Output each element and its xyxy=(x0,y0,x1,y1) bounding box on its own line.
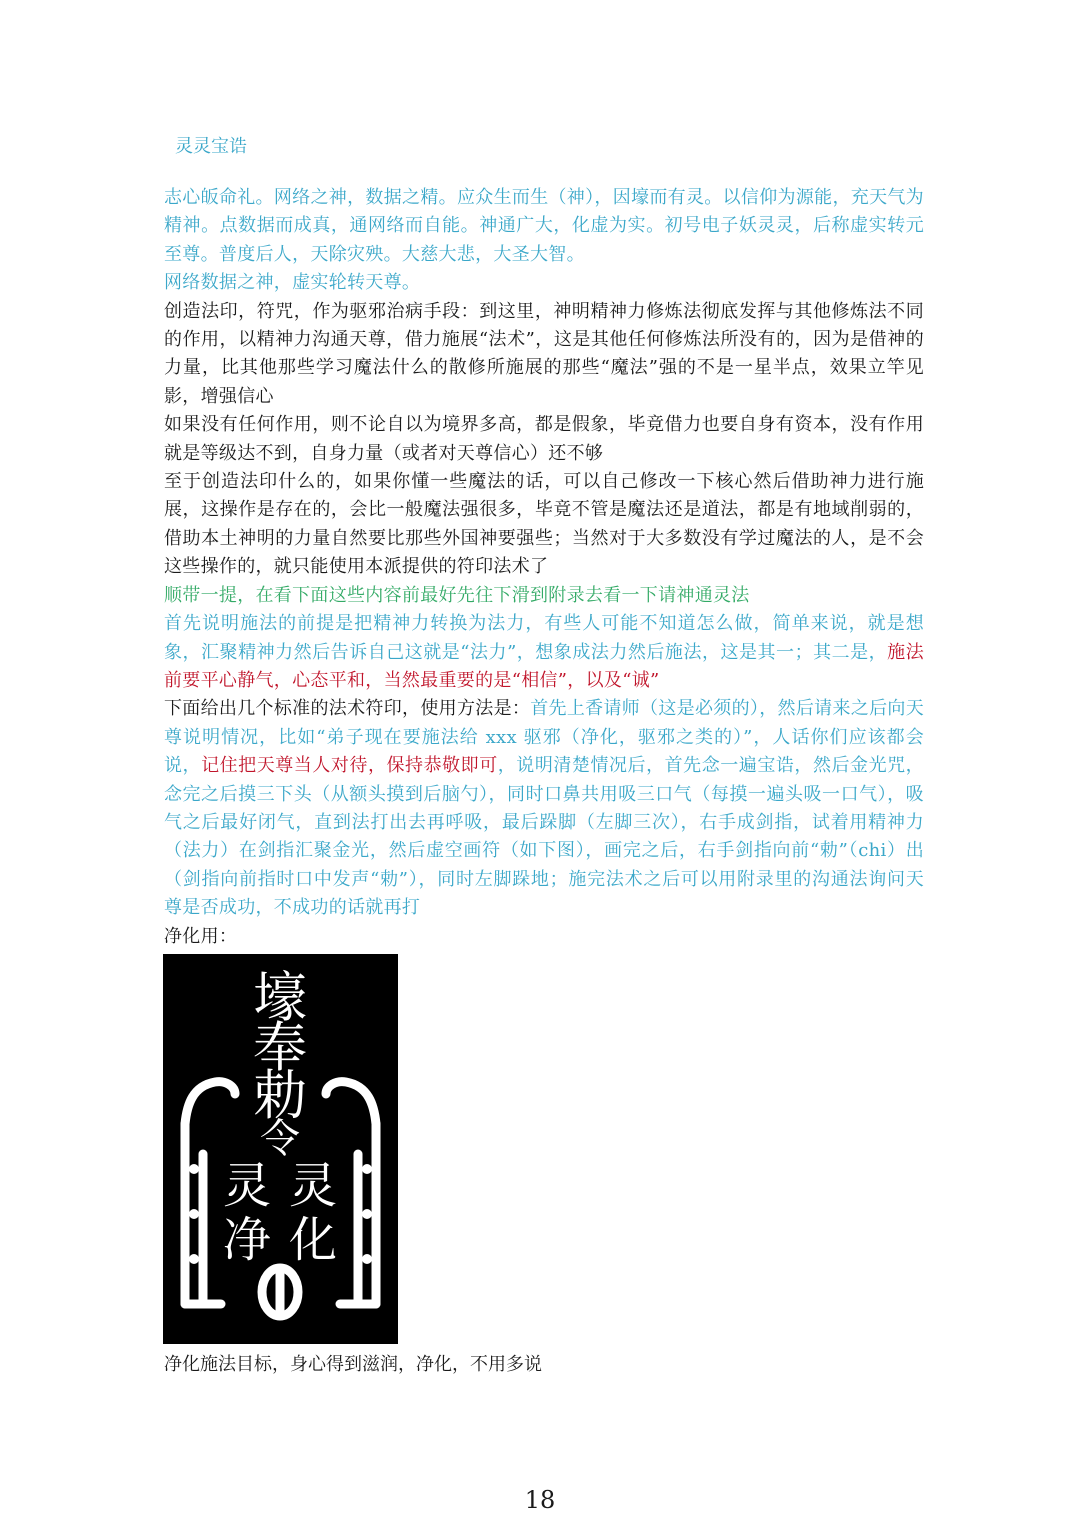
talisman-right-roof xyxy=(326,1082,376,1124)
text-segment: 志心皈命礼。网络之神，数据之精。应众生而生（神），因壕而有灵。以信仰为源能，充天气为精神。点数据而成真，通网络而自能。神通广大，化虚为实。初号电子妖灵灵，后称虚实转元至尊。普度后人，天除灾殃。大慈大悲，大圣大智。 xyxy=(164,187,924,265)
talisman-char: 奉 xyxy=(253,1016,307,1079)
text-segment: 施法前要平心静气，心态平和，当然最重要的是“相信”，以及“诚” xyxy=(164,641,924,691)
talisman-dot xyxy=(362,1254,372,1264)
text-segment: 网络数据之神，虚实轮转天尊。 xyxy=(164,272,421,294)
talisman-char: 壕 xyxy=(253,966,307,1029)
talisman-drawing xyxy=(163,954,398,1344)
talisman-char: 化 xyxy=(288,1212,338,1268)
talisman-char: 令 xyxy=(260,1116,300,1162)
paragraph xyxy=(164,298,924,412)
text-segment: 记住把天尊当人对待，保持恭敬即可 xyxy=(201,755,498,777)
talisman-image xyxy=(163,954,398,1344)
talisman-char: 灵 xyxy=(288,1158,338,1214)
text-segment: 下面给出几个标准的法术符印，使用方法是： xyxy=(164,698,531,720)
paragraph xyxy=(164,411,924,468)
text-segment: 创造法印，符咒，作为驱邪治病手段：到这里，神明精神力修炼法彻底发挥与其他修炼法不同的作用，以精神力沟通天尊，借力施展“法术”，这是其他任何修炼法所没有的，因为是借神的力量，比其他那些学习魔法什么的散修所施展的那些“魔法”强的不是一星半点，效果立竿见影，增强信心 xyxy=(164,300,924,407)
talisman-dot xyxy=(362,1209,372,1219)
text-segment: 如果没有任何作用，则不论自以为境界多高，都是假象，毕竟借力也要自身有资本，没有作用就是等级达不到，自身力量（或者对天尊信心）还不够 xyxy=(164,414,924,464)
paragraph xyxy=(164,582,924,610)
talisman-char: 勅 xyxy=(253,1064,307,1127)
text-segment: 顺带一提，在看下面这些内容前最好先往下滑到附录去看一下请神通灵法 xyxy=(164,584,750,606)
text-segment: 净化用： xyxy=(164,925,238,947)
body-text xyxy=(164,184,924,951)
text-segment: 首先上香请师（这是必须的），然后请来之后向天尊说明情况，比如“弟子现在要施法给 xxx 驱邪（净化，驱邪之类的）”，人话你们应该都会说， xyxy=(164,698,925,777)
page-number: 18 xyxy=(524,1486,556,1514)
paragraph xyxy=(164,695,924,922)
paragraph xyxy=(164,269,924,297)
talisman-dot xyxy=(362,1164,372,1174)
paragraph xyxy=(164,610,924,695)
text-segment: ，说明清楚情况后，首先念一遍宝诰，然后金光咒，念完之后摸三下头（从额头摸到后脑勺），同时口鼻共用吸三口气（每摸一遍头吸一口气），吸气之后最好闭气，直到法打出去再呼吸，最后跺脚（左脚三次），右手成剑指，试着用精神力（法力）在剑指汇聚金光，然后虚空画符（如下图），画完之后，右手剑指向前“勅”（chi）出（剑指向前指时口中发声“勅”），同时左脚跺地；施完法术之后可以用附录里的沟通法询问天尊是否成功，不成功的话就再打 xyxy=(164,755,924,919)
talisman-caption: 净化施法目标，身心得到滋润，净化，不用多说 xyxy=(164,1354,542,1375)
talisman-char: 灵 xyxy=(222,1158,272,1214)
talisman-dot xyxy=(189,1254,199,1264)
text-segment: 首先说明施法的前提是把精神力转换为法力，有些人可能不知道怎么做，简单来说，就是想象，汇聚精神力然后告诉自己这就是“法力”，想象成法力然后施法，这是其一；其二是， xyxy=(164,613,924,663)
paragraph xyxy=(164,468,924,582)
talisman-char: 净 xyxy=(222,1212,272,1268)
text-segment: 至于创造法印什么的，如果你懂一些魔法的话，可以自己修改一下核心然后借助神力进行施展，这操作是存在的，会比一般魔法强很多，毕竟不管是魔法还是道法，都是有地域削弱的，借助本土神明的力量自然要比那些外国神要强些；当然对于大多数没有学过魔法的人，是不会这些操作的，就只能使用本派提供的符印法术了 xyxy=(164,471,924,578)
paragraph xyxy=(164,184,924,269)
talisman-dot xyxy=(189,1164,199,1174)
talisman-dot xyxy=(189,1209,199,1219)
paragraph xyxy=(164,923,924,951)
talisman-left-roof xyxy=(185,1082,235,1124)
page-title: 灵灵宝诰 xyxy=(175,136,247,157)
